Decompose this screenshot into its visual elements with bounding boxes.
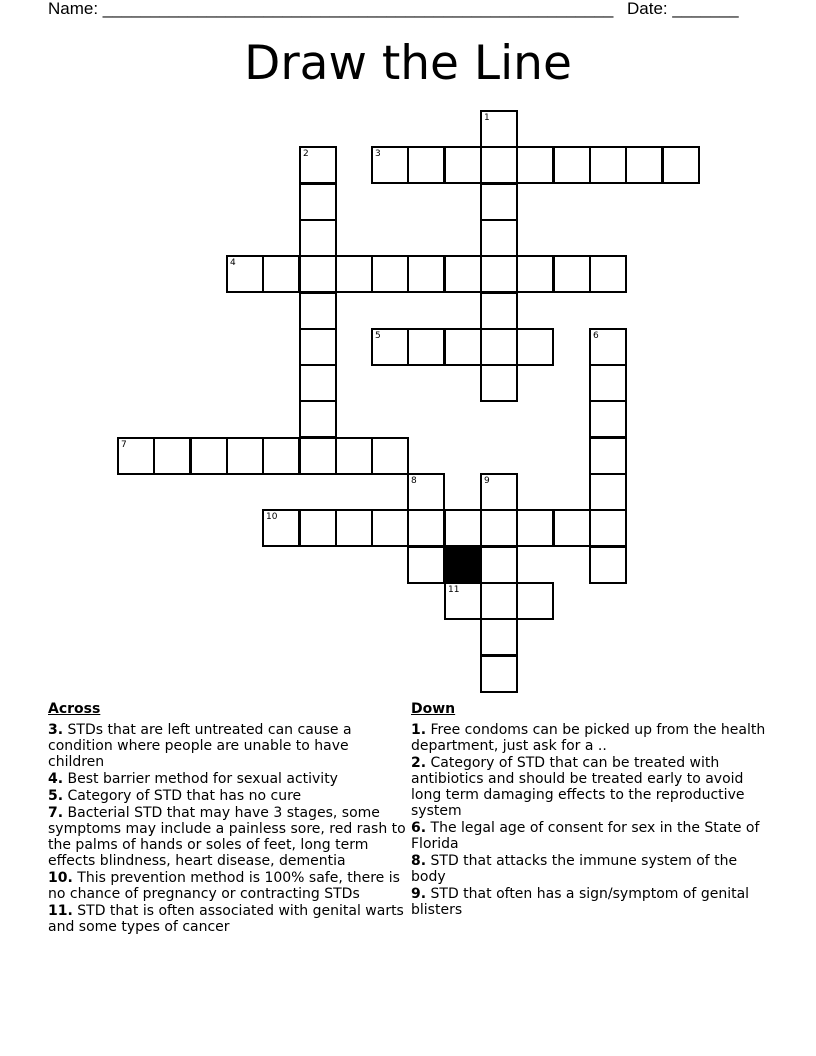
crossword-cell[interactable] xyxy=(589,328,627,366)
clue-number-label: 2 xyxy=(303,149,309,159)
crossword-cell[interactable] xyxy=(444,146,482,184)
crossword-cell[interactable] xyxy=(299,292,337,330)
crossword-cell[interactable] xyxy=(480,582,518,620)
name-field[interactable]: Name: ______________________________________________________ xyxy=(48,0,614,18)
clue-number: 4. xyxy=(48,771,64,787)
crossword-cell[interactable] xyxy=(407,255,445,293)
crossword-cell[interactable] xyxy=(480,509,518,547)
down-clue xyxy=(411,755,769,819)
clue-text: Category of STD that has no cure xyxy=(67,788,302,804)
clue-number: 9. xyxy=(411,886,427,902)
clue-number: 7. xyxy=(48,805,64,821)
clue-number-label: 3 xyxy=(375,149,381,159)
crossword-cell[interactable] xyxy=(553,146,591,184)
crossword-cell[interactable] xyxy=(516,509,554,547)
blocked-cell xyxy=(444,546,482,584)
crossword-cell[interactable] xyxy=(335,509,373,547)
crossword-cell[interactable] xyxy=(553,509,591,547)
across-clue xyxy=(48,788,406,804)
crossword-cell[interactable] xyxy=(371,255,409,293)
crossword-cell[interactable] xyxy=(589,146,627,184)
crossword-cell[interactable] xyxy=(480,328,518,366)
clue-number-label: 8 xyxy=(411,476,417,486)
clue-text: STD that is often associated with genital warts and some types of cancer xyxy=(48,903,404,935)
crossword-cell[interactable] xyxy=(480,473,518,511)
across-heading: Across xyxy=(48,701,101,717)
crossword-cell[interactable] xyxy=(589,400,627,438)
down-clue xyxy=(411,853,769,885)
crossword-cell[interactable] xyxy=(480,110,518,148)
clue-text: STD that often has a sign/symptom of genital blisters xyxy=(411,886,750,918)
down-clue xyxy=(411,886,769,918)
crossword-cell[interactable] xyxy=(480,219,518,257)
crossword-cell[interactable] xyxy=(299,400,337,438)
crossword-cell[interactable] xyxy=(299,255,337,293)
date-field[interactable]: Date: _______ xyxy=(627,0,739,18)
crossword-cell[interactable] xyxy=(262,255,300,293)
across-clue xyxy=(48,722,406,770)
down-clues xyxy=(411,701,769,919)
crossword-cell[interactable] xyxy=(299,509,337,547)
clue-text: Category of STD that can be treated with antibiotics and should be treated early to avoid long term damaging effects to the reproductive system xyxy=(411,755,745,819)
crossword-cell[interactable] xyxy=(589,364,627,402)
crossword-cell[interactable] xyxy=(226,437,264,475)
clue-number: 5. xyxy=(48,788,64,804)
crossword-cell[interactable] xyxy=(407,473,445,511)
down-heading: Down xyxy=(411,701,456,717)
crossword-cell[interactable] xyxy=(516,146,554,184)
clue-number: 11. xyxy=(48,903,73,919)
across-clue xyxy=(48,903,406,935)
crossword-cell[interactable] xyxy=(371,437,409,475)
crossword-cell[interactable] xyxy=(117,437,155,475)
clue-number: 8. xyxy=(411,853,427,869)
crossword-cell[interactable] xyxy=(553,255,591,293)
crossword-cell[interactable] xyxy=(480,146,518,184)
clue-text: STD that attacks the immune system of the body xyxy=(411,853,738,885)
crossword-cell[interactable] xyxy=(444,328,482,366)
page-title: Draw the Line xyxy=(244,36,572,91)
clue-text: This prevention method is 100% safe, there is no chance of pregnancy or contracting STDs xyxy=(48,870,400,902)
crossword-cell[interactable] xyxy=(335,255,373,293)
crossword-cell[interactable] xyxy=(444,255,482,293)
crossword-cell[interactable] xyxy=(480,255,518,293)
crossword-cell[interactable] xyxy=(589,255,627,293)
crossword-cell[interactable] xyxy=(516,328,554,366)
clue-number-label: 10 xyxy=(266,512,278,522)
crossword-cell[interactable] xyxy=(262,509,300,547)
across-clue xyxy=(48,870,406,902)
across-clue xyxy=(48,805,406,869)
clue-number: 2. xyxy=(411,755,427,771)
crossword-cell[interactable] xyxy=(480,364,518,402)
crossword-cell[interactable] xyxy=(407,146,445,184)
clue-number: 6. xyxy=(411,820,427,836)
crossword-cell[interactable] xyxy=(299,437,337,475)
across-clue xyxy=(48,771,406,787)
down-clue xyxy=(411,820,769,852)
crossword-cell[interactable] xyxy=(662,146,700,184)
crossword-cell[interactable] xyxy=(589,546,627,584)
crossword-cell[interactable] xyxy=(407,509,445,547)
crossword-cell[interactable] xyxy=(299,364,337,402)
clue-number-label: 1 xyxy=(484,113,490,123)
crossword-cell[interactable] xyxy=(444,582,482,620)
clue-text: Best barrier method for sexual activity xyxy=(67,771,338,787)
crossword-cell[interactable] xyxy=(516,255,554,293)
crossword-cell[interactable] xyxy=(371,328,409,366)
down-clue xyxy=(411,722,769,754)
crossword-cell[interactable] xyxy=(480,183,518,221)
crossword-cell[interactable] xyxy=(516,582,554,620)
crossword-cell[interactable] xyxy=(589,473,627,511)
clue-number-label: 9 xyxy=(484,476,490,486)
crossword-cell[interactable] xyxy=(299,219,337,257)
across-clues xyxy=(48,701,406,936)
crossword-cell[interactable] xyxy=(625,146,663,184)
clue-text: Free condoms can be picked up from the health department, just ask for a .. xyxy=(411,722,766,754)
clue-number-label: 7 xyxy=(121,440,127,450)
clue-number-label: 6 xyxy=(593,331,599,341)
crossword-cell[interactable] xyxy=(371,509,409,547)
crossword-cell[interactable] xyxy=(444,509,482,547)
crossword-cell[interactable] xyxy=(407,546,445,584)
clue-number: 10. xyxy=(48,870,73,886)
clue-text: Bacterial STD that may have 3 stages, some symptoms may include a painless sore, red rash to the palms of hands or soles of feet, long term effects blindness, heart disease, dementia xyxy=(48,805,406,869)
crossword-cell[interactable] xyxy=(589,437,627,475)
crossword-cell[interactable] xyxy=(299,328,337,366)
crossword-cell[interactable] xyxy=(153,437,191,475)
clue-number: 3. xyxy=(48,722,64,738)
clue-number: 1. xyxy=(411,722,427,738)
clue-text: STDs that are left untreated can cause a condition where people are unable to have children xyxy=(48,722,352,770)
clue-number-label: 4 xyxy=(230,258,236,268)
clue-number-label: 11 xyxy=(448,585,460,595)
crossword-cell[interactable] xyxy=(480,618,518,656)
clue-number-label: 5 xyxy=(375,331,381,341)
crossword-cell[interactable] xyxy=(226,255,264,293)
crossword-cell[interactable] xyxy=(299,183,337,221)
crossword-cell[interactable] xyxy=(480,546,518,584)
crossword-cell[interactable] xyxy=(190,437,228,475)
crossword-cell[interactable] xyxy=(480,655,518,693)
crossword-cell[interactable] xyxy=(371,146,409,184)
crossword-cell[interactable] xyxy=(299,146,337,184)
clue-text: The legal age of consent for sex in the State of Florida xyxy=(411,820,760,852)
crossword-cell[interactable] xyxy=(589,509,627,547)
crossword-cell[interactable] xyxy=(407,328,445,366)
crossword-cell[interactable] xyxy=(480,292,518,330)
crossword-cell[interactable] xyxy=(262,437,300,475)
crossword-cell[interactable] xyxy=(335,437,373,475)
